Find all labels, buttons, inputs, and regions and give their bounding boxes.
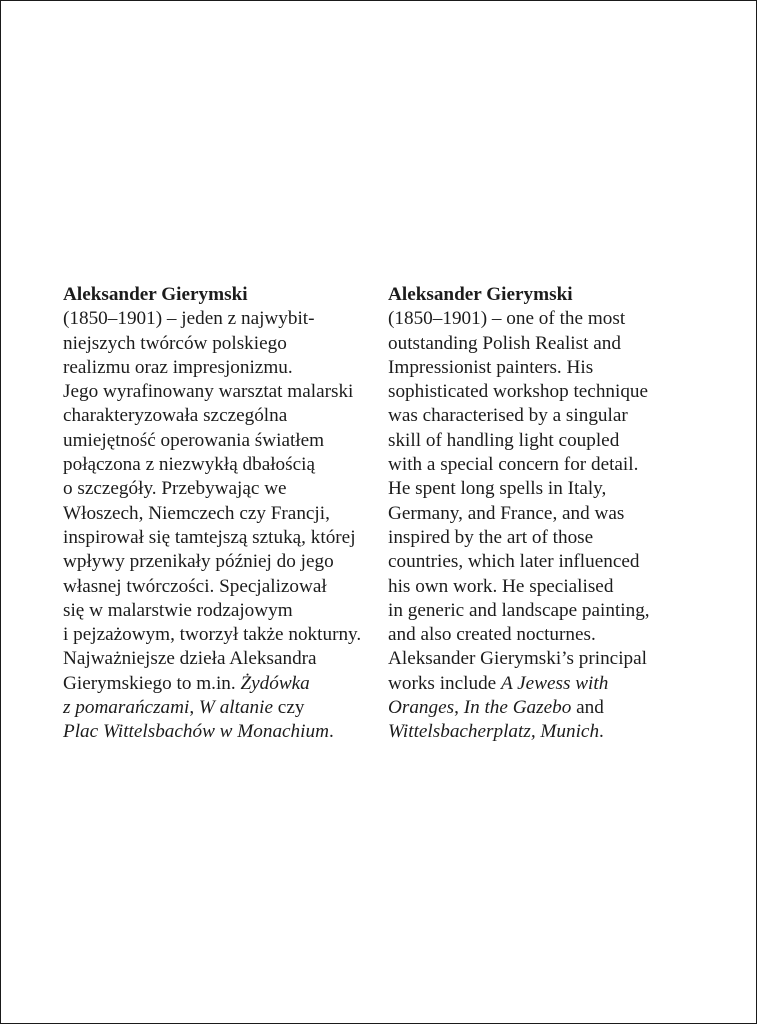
- english-line: (1850–1901) – one of the most: [388, 308, 626, 330]
- english-work-title: Wittelsbacherplatz, Munich: [388, 721, 600, 743]
- english-line: with a special concern for detail.: [388, 454, 639, 476]
- polish-line: charakteryzowała szczególna: [63, 405, 288, 427]
- polish-line: niejszych twórców polskiego: [63, 332, 287, 354]
- english-line: Impressionist painters. His: [388, 356, 594, 378]
- english-line: inspired by the art of those: [388, 526, 594, 548]
- polish-line: połączona z niezwykłą dbałością: [63, 454, 315, 476]
- polish-line: Włoszech, Niemczech czy Francji,: [63, 502, 330, 524]
- english-work-title: Oranges: [388, 697, 455, 719]
- english-line: [388, 720, 728, 744]
- polish-line: Jego wyrafinowany warsztat malarski: [63, 381, 354, 403]
- english-line: Germany, and France, and was: [388, 502, 625, 524]
- polish-work-title: z pomarańczami: [63, 697, 190, 719]
- polish-line: Najważniejsze dzieła Aleksandra: [63, 648, 317, 670]
- polish-line: [63, 672, 383, 696]
- english-line: sophisticated workshop technique: [388, 381, 649, 403]
- english-separator: and: [571, 697, 604, 719]
- polish-separator: ,: [189, 697, 199, 719]
- polish-line: umiejętność operowania światłem: [63, 429, 325, 451]
- polish-separator: czy: [273, 697, 305, 719]
- polish-end-punct: .: [328, 721, 334, 743]
- english-line: [388, 696, 728, 720]
- polish-line: własnej twórczości. Specjalizował: [63, 575, 327, 597]
- polish-line: realizmu oraz impresjonizmu.: [63, 356, 293, 378]
- english-end-punct: .: [599, 721, 604, 743]
- polish-line: (1850–1901) – jeden z najwybit-: [63, 308, 315, 330]
- english-work-title: A Jewess with: [500, 672, 609, 694]
- english-line: his own work. He specialised: [388, 575, 614, 597]
- polish-line: i pejzażowym, tworzył także nokturny.: [63, 624, 362, 646]
- english-line: and also created nocturnes.: [388, 624, 596, 646]
- polish-line: się w malarstwie rodzajowym: [63, 599, 293, 621]
- english-line: He spent long spells in Italy,: [388, 478, 607, 500]
- english-line: Aleksander Gierymski’s principal: [388, 648, 647, 670]
- polish-line: inspirował się tamtejszą sztuką, której: [63, 526, 356, 548]
- polish-work-title: Żydówka: [240, 672, 310, 694]
- english-line: skill of handling light coupled: [388, 429, 620, 451]
- english-separator: ,: [454, 697, 464, 719]
- english-bio-column: [388, 283, 728, 745]
- english-line: in generic and landscape painting,: [388, 599, 650, 621]
- english-line: countries, which later influenced: [388, 551, 640, 573]
- english-work-title: In the Gazebo: [463, 697, 572, 719]
- english-works-intro: works include: [388, 672, 501, 694]
- polish-works-intro: Gierymskiego to m.in.: [63, 672, 241, 694]
- english-line: was characterised by a singular: [388, 405, 628, 427]
- english-line: outstanding Polish Realist and: [388, 332, 621, 354]
- polish-line: [63, 696, 383, 720]
- english-heading: Aleksander Gierymski: [388, 284, 573, 305]
- polish-bio-column: [63, 283, 383, 745]
- polish-line: [63, 720, 383, 744]
- polish-work-title: Plac Wittelsbachów w Monachium: [63, 721, 329, 743]
- polish-heading: Aleksander Gierymski: [63, 284, 248, 305]
- polish-line: o szczegóły. Przebywając we: [63, 478, 287, 500]
- polish-line: wpływy przenikały później do jego: [63, 551, 334, 573]
- polish-work-title: W altanie: [198, 697, 273, 719]
- english-line: [388, 672, 728, 696]
